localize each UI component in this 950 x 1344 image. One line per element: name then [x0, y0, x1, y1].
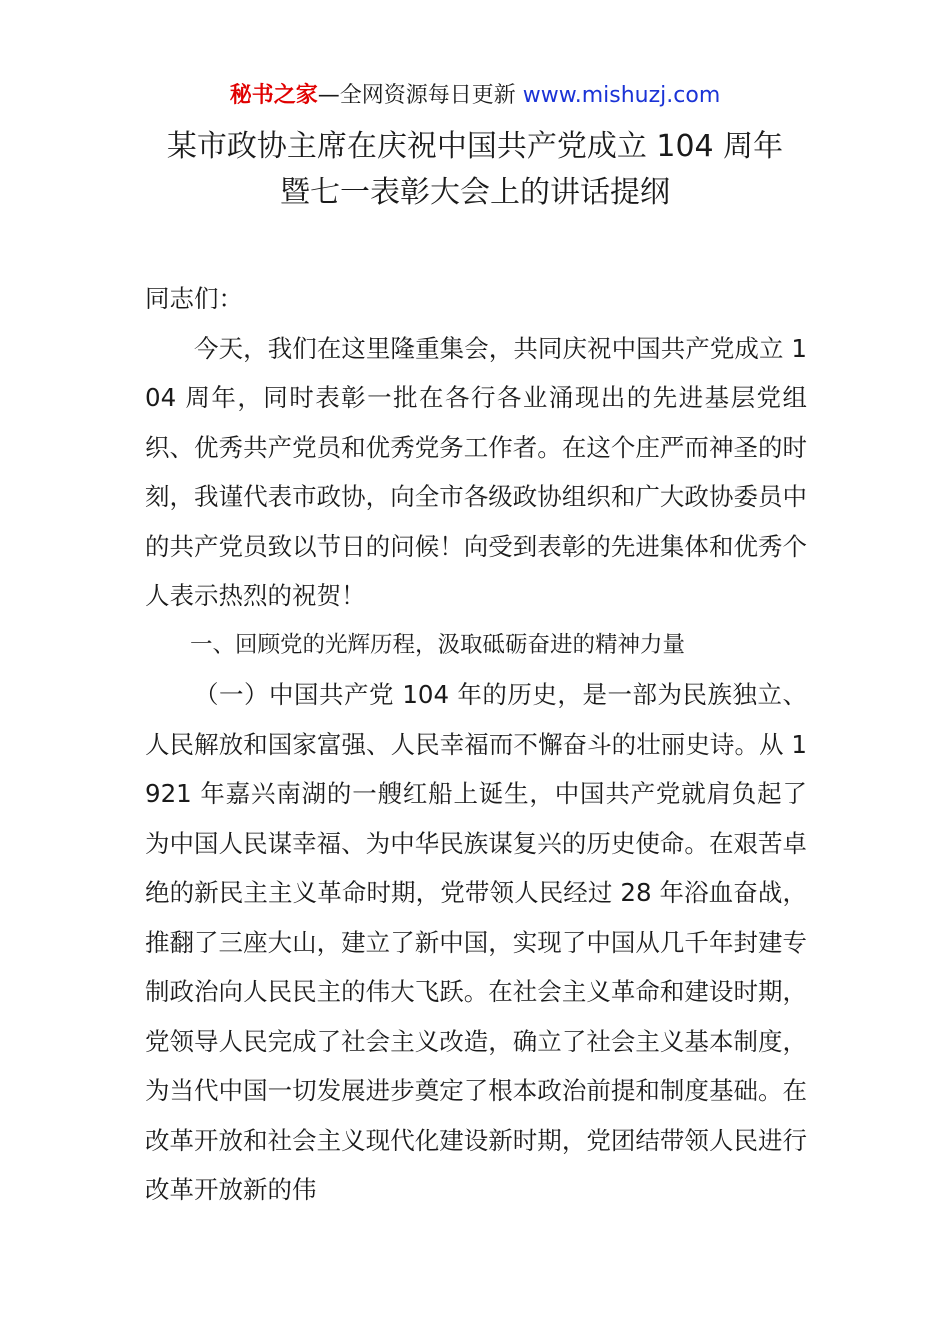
document-body	[145, 274, 807, 1215]
document-title	[0, 124, 950, 216]
site-url-link[interactable]: www.mishuzj.com	[522, 83, 721, 108]
title-line-1: 某市政协主席在庆祝中国共产党成立 104 周年	[166, 129, 784, 164]
paragraph-2: （一）中国共产党 104 年的历史，是一部为民族独立、人民解放和国家富强、人民幸福而不懈奋斗的壮丽史诗。从 1921 年嘉兴南湖的一艘红船上诞生，中国共产党就肩负起了为中国人民谋幸福、为中华民族谋复兴的历史使命。在艰苦卓绝的新民主主义革命时期，党带领人民经过 28 年浴血奋战，推翻了三座大山，建立了新中国，实现了中国从几千年封建专制政治向人民民主的伟大飞跃。在社会主义革命和建设时期，党领导人民完成了社会主义改造，确立了社会主义基本制度，为当代中国一切发展进步奠定了根本政治前提和制度基础。在改革开放和社会主义现代化建设新时期，党团结带领人民进行改革开放新的伟	[145, 680, 807, 1204]
site-header	[0, 78, 950, 114]
paragraph-1: 今天，我们在这里隆重集会，共同庆祝中国共产党成立 104 周年，同时表彰一批在各行各业涌现出的先进基层党组织、优秀共产党员和优秀党务工作者。在这个庄严而神圣的时刻，我谨代表市政协，向全市各级政协组织和广大政协委员中的共产党员致以节日的问候！向受到表彰的先进集体和优秀个人表示热烈的祝贺！	[145, 333, 807, 610]
header-tagline: —全网资源每日更新	[317, 83, 516, 108]
section-heading-1: 一、回顾党的光辉历程，汲取砥砺奋进的精神力量	[190, 631, 686, 658]
title-line-2: 暨七一表彰大会上的讲话提纲	[280, 175, 670, 210]
greeting: 同志们：	[145, 284, 243, 313]
brand-name: 秘书之家	[229, 83, 318, 108]
